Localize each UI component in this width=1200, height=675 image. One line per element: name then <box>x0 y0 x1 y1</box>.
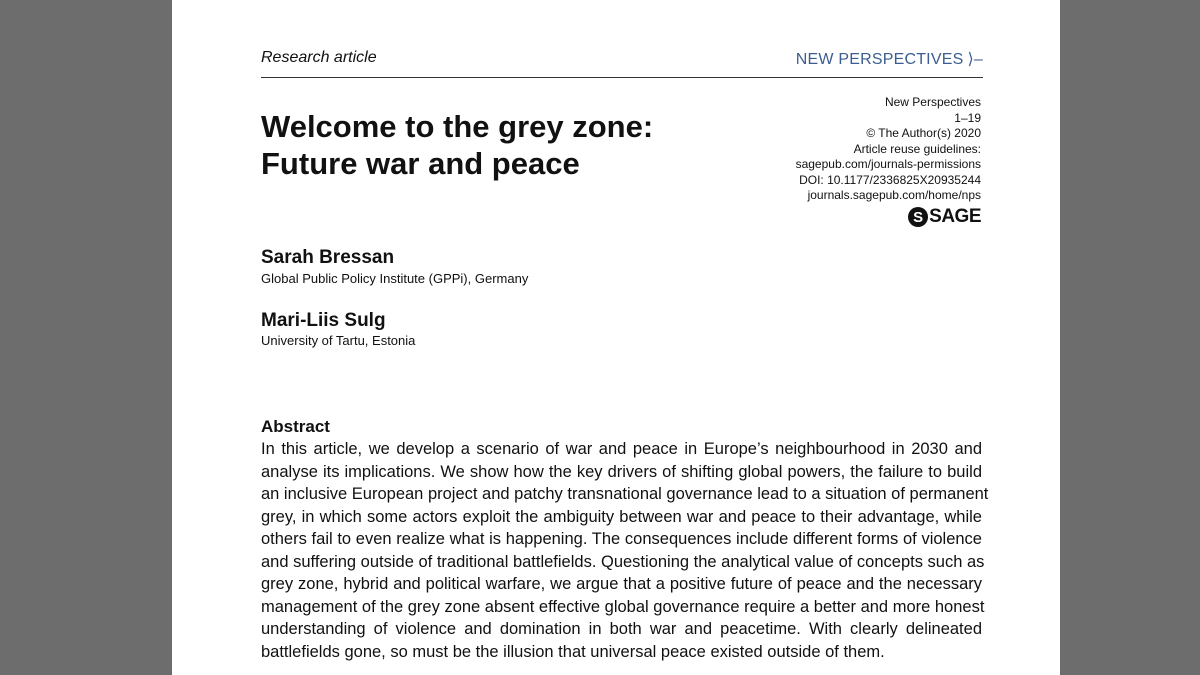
header-rule <box>261 77 983 78</box>
journal-brand-mark: ⟩– <box>967 51 983 68</box>
author-affiliation: Global Public Policy Institute (GPPi), Germany <box>261 271 529 286</box>
meta-doi[interactable]: DOI: 10.1177/2336825X20935244 <box>799 172 981 187</box>
meta-reuse-url[interactable]: sagepub.com/journals-permissions <box>795 157 981 171</box>
article-title <box>261 108 761 182</box>
abstract-line: analyse its implications. We show how the key drivers of shifting global powers, the failure to build <box>261 462 982 481</box>
abstract-line: others fail to even realize what is happening. The consequences include different forms of violence <box>261 530 982 548</box>
abstract-line: management of the grey zone absent effective global governance require a better and more honest <box>261 597 985 616</box>
abstract-line: grey, in which some actors exploit the ambiguity between war and peace to their advantage, while <box>261 507 982 526</box>
abstract-line: battlefields gone, so must be the illusion that universal peace existed outside of them. <box>261 642 885 661</box>
abstract-line: In this article, we develop a scenario of war and peace in Europe’s neighbourhood in 2030 and <box>261 440 982 458</box>
article-type-label: Research article <box>261 49 377 66</box>
author-name: Mari-Liis Sulg <box>261 310 386 331</box>
meta-journal-url[interactable]: journals.sagepub.com/home/nps <box>807 188 981 202</box>
title-line: Welcome to the grey zone: <box>261 109 654 144</box>
sage-logo-text: SAGE <box>929 206 981 227</box>
meta-reuse-label: Article reuse guidelines: <box>853 141 981 156</box>
sage-logo <box>908 206 981 228</box>
meta-copyright: © The Author(s) 2020 <box>866 126 981 140</box>
title-line: Future war and peace <box>261 146 580 181</box>
meta-pages: 1–19 <box>954 110 981 125</box>
author-affiliation: University of Tartu, Estonia <box>261 333 416 348</box>
sage-logo-icon: S <box>908 207 928 227</box>
author-name: Sarah Bressan <box>261 247 395 268</box>
abstract-body <box>261 438 989 663</box>
article-metadata <box>796 95 981 204</box>
abstract-line: and suffering outside of traditional battlefields. Questioning the analytical value of concepts such as <box>261 552 985 571</box>
meta-journal: New Perspectives <box>884 95 981 109</box>
document-page <box>172 0 1060 675</box>
abstract-heading: Abstract <box>261 417 330 436</box>
journal-brand <box>796 49 983 69</box>
abstract-line: an inclusive European project and patchy transnational governance lead to a situation of permanent <box>261 485 989 503</box>
abstract-line: understanding of violence and domination in both war and peacetime. With clearly delineated <box>261 620 982 638</box>
journal-brand-text: NEW PERSPECTIVES <box>795 51 964 68</box>
abstract-line: grey zone, hybrid and political warfare, we argue that a positive future of peace and the necessary <box>261 575 982 593</box>
